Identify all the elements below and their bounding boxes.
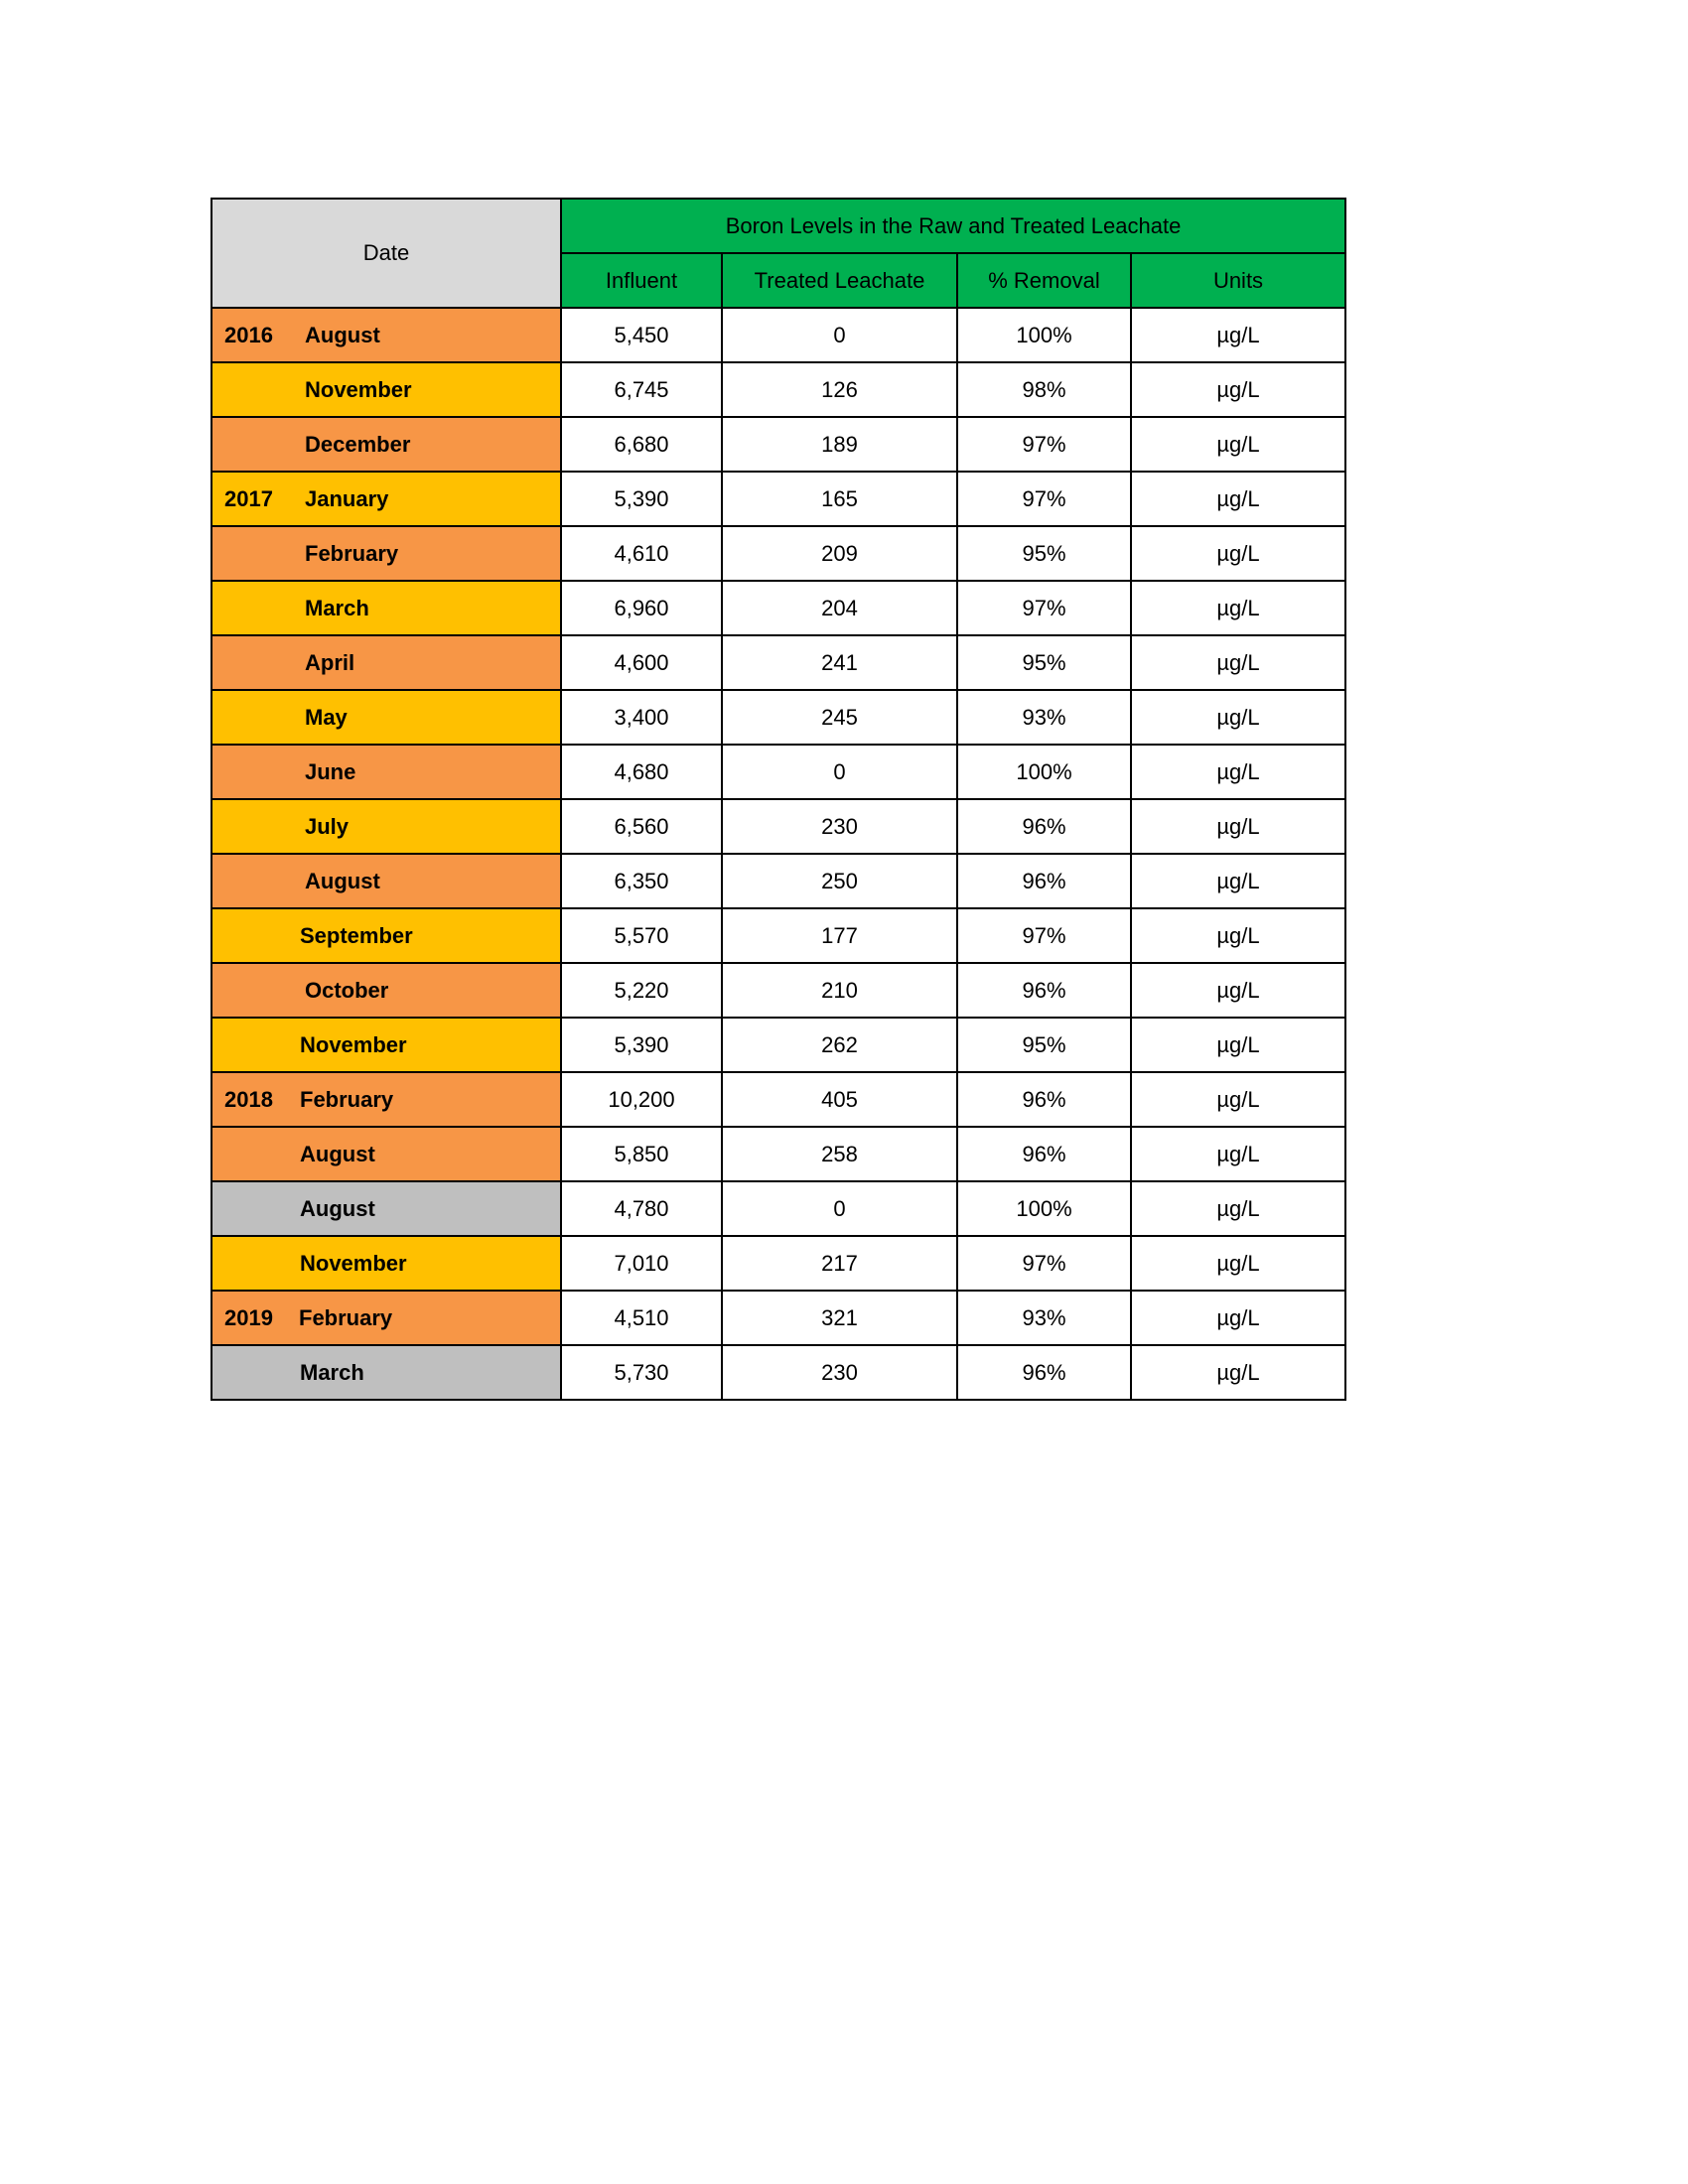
- month-label: May: [305, 704, 348, 730]
- month-label: February: [305, 540, 399, 566]
- treated-leachate-cell: 204: [722, 581, 957, 635]
- treated-leachate-cell: 0: [722, 1181, 957, 1236]
- influent-cell: 5,390: [561, 472, 722, 526]
- month-label: August: [305, 868, 380, 893]
- removal-cell: 97%: [957, 908, 1131, 963]
- removal-cell: 96%: [957, 854, 1131, 908]
- date-cell: [211, 417, 561, 472]
- table-row: [211, 908, 1345, 963]
- month-label: November: [305, 376, 412, 402]
- month-label: March: [300, 1359, 364, 1385]
- table-row: [211, 1181, 1345, 1236]
- units-cell: µg/L: [1131, 417, 1345, 472]
- removal-cell: 100%: [957, 308, 1131, 362]
- units-cell: µg/L: [1131, 362, 1345, 417]
- units-cell: µg/L: [1131, 1236, 1345, 1291]
- removal-cell: 93%: [957, 1291, 1131, 1345]
- table-row: [211, 854, 1345, 908]
- table-body: [211, 308, 1345, 1400]
- units-cell: µg/L: [1131, 1345, 1345, 1400]
- table-row: [211, 963, 1345, 1018]
- influent-cell: 5,220: [561, 963, 722, 1018]
- month-label: July: [305, 813, 350, 839]
- date-cell: [211, 362, 561, 417]
- table-row: [211, 308, 1345, 362]
- month-label: March: [305, 595, 369, 620]
- units-cell: µg/L: [1131, 1291, 1345, 1345]
- removal-cell: 97%: [957, 472, 1131, 526]
- table-row: [211, 417, 1345, 472]
- units-cell: µg/L: [1131, 308, 1345, 362]
- year-label: 2016: [224, 322, 273, 347]
- treated-leachate-cell: 250: [722, 854, 957, 908]
- treated-leachate-cell: 177: [722, 908, 957, 963]
- date-cell: [211, 1345, 561, 1400]
- influent-cell: 6,680: [561, 417, 722, 472]
- treated-leachate-cell: 0: [722, 308, 957, 362]
- treated-leachate-cell: 189: [722, 417, 957, 472]
- month-label: November: [300, 1031, 407, 1057]
- date-cell: [211, 690, 561, 745]
- treated-leachate-cell: 217: [722, 1236, 957, 1291]
- table-row: [211, 1018, 1345, 1072]
- removal-cell: 96%: [957, 1345, 1131, 1400]
- units-cell: µg/L: [1131, 1072, 1345, 1127]
- removal-cell: 95%: [957, 635, 1131, 690]
- influent-cell: 4,510: [561, 1291, 722, 1345]
- date-cell: [211, 1236, 561, 1291]
- influent-cell: 6,745: [561, 362, 722, 417]
- influent-cell: 4,610: [561, 526, 722, 581]
- date-cell: [211, 308, 561, 362]
- treated-leachate-cell: 230: [722, 1345, 957, 1400]
- influent-cell: 7,010: [561, 1236, 722, 1291]
- date-cell: [211, 1127, 561, 1181]
- treated-leachate-cell: 405: [722, 1072, 957, 1127]
- influent-cell: 6,960: [561, 581, 722, 635]
- month-label: October: [305, 977, 389, 1003]
- date-cell: [211, 963, 561, 1018]
- table-row: [211, 1072, 1345, 1127]
- table-row: [211, 1236, 1345, 1291]
- year-label: 2018: [224, 1086, 273, 1112]
- table-row: [211, 1127, 1345, 1181]
- table-row: [211, 472, 1345, 526]
- date-cell: [211, 1291, 561, 1345]
- treated-leachate-cell: 230: [722, 799, 957, 854]
- table-row: [211, 581, 1345, 635]
- treated-leachate-cell: 126: [722, 362, 957, 417]
- date-cell: [211, 745, 561, 799]
- date-cell: [211, 526, 561, 581]
- table-row: [211, 799, 1345, 854]
- month-label: August: [300, 1195, 375, 1221]
- year-label: 2019: [224, 1304, 273, 1330]
- influent-cell: 4,600: [561, 635, 722, 690]
- table-row: [211, 635, 1345, 690]
- treated-leachate-cell: 321: [722, 1291, 957, 1345]
- removal-cell: 96%: [957, 799, 1131, 854]
- influent-cell: 5,730: [561, 1345, 722, 1400]
- units-cell: µg/L: [1131, 472, 1345, 526]
- units-cell: µg/L: [1131, 745, 1345, 799]
- removal-cell: 98%: [957, 362, 1131, 417]
- date-cell: [211, 908, 561, 963]
- influent-cell: 3,400: [561, 690, 722, 745]
- table-row: [211, 745, 1345, 799]
- removal-cell: 95%: [957, 1018, 1131, 1072]
- table-row: [211, 690, 1345, 745]
- month-label: February: [299, 1304, 393, 1330]
- date-header: Date: [211, 199, 561, 308]
- month-label: April: [305, 649, 355, 675]
- month-label: August: [300, 1141, 375, 1166]
- month-label: December: [305, 431, 411, 457]
- influent-cell: 5,570: [561, 908, 722, 963]
- units-cell: µg/L: [1131, 690, 1345, 745]
- group-header: Boron Levels in the Raw and Treated Leachate: [561, 199, 1345, 253]
- removal-cell: 96%: [957, 963, 1131, 1018]
- date-cell: [211, 635, 561, 690]
- table-row: [211, 362, 1345, 417]
- influent-cell: 4,680: [561, 745, 722, 799]
- column-header-treated-leachate: Treated Leachate: [722, 253, 957, 308]
- date-cell: [211, 1181, 561, 1236]
- treated-leachate-cell: 241: [722, 635, 957, 690]
- boron-levels-table: [211, 198, 1346, 1401]
- table-row: [211, 526, 1345, 581]
- influent-cell: 5,850: [561, 1127, 722, 1181]
- influent-cell: 6,560: [561, 799, 722, 854]
- units-cell: µg/L: [1131, 581, 1345, 635]
- treated-leachate-cell: 0: [722, 745, 957, 799]
- units-cell: µg/L: [1131, 854, 1345, 908]
- treated-leachate-cell: 210: [722, 963, 957, 1018]
- units-cell: µg/L: [1131, 635, 1345, 690]
- removal-cell: 93%: [957, 690, 1131, 745]
- date-cell: [211, 1072, 561, 1127]
- table-row: [211, 1345, 1345, 1400]
- removal-cell: 100%: [957, 1181, 1131, 1236]
- month-label: February: [300, 1086, 394, 1112]
- units-cell: µg/L: [1131, 1127, 1345, 1181]
- date-cell: [211, 854, 561, 908]
- table-row: [211, 1291, 1345, 1345]
- units-cell: µg/L: [1131, 526, 1345, 581]
- month-label: August: [305, 322, 380, 347]
- treated-leachate-cell: 258: [722, 1127, 957, 1181]
- treated-leachate-cell: 245: [722, 690, 957, 745]
- removal-cell: 95%: [957, 526, 1131, 581]
- influent-cell: 4,780: [561, 1181, 722, 1236]
- removal-cell: 97%: [957, 581, 1131, 635]
- date-cell: [211, 581, 561, 635]
- header-row-top: [211, 199, 1345, 253]
- month-label: January: [305, 485, 389, 511]
- removal-cell: 96%: [957, 1072, 1131, 1127]
- units-cell: µg/L: [1131, 1181, 1345, 1236]
- column-header-removal: % Removal: [957, 253, 1131, 308]
- removal-cell: 100%: [957, 745, 1131, 799]
- units-cell: µg/L: [1131, 963, 1345, 1018]
- month-label: June: [305, 758, 356, 784]
- treated-leachate-cell: 209: [722, 526, 957, 581]
- year-label: 2017: [224, 485, 273, 511]
- month-label: September: [300, 922, 413, 948]
- removal-cell: 96%: [957, 1127, 1131, 1181]
- units-cell: µg/L: [1131, 1018, 1345, 1072]
- date-cell: [211, 1018, 561, 1072]
- column-header-influent: Influent: [561, 253, 722, 308]
- influent-cell: 6,350: [561, 854, 722, 908]
- month-label: November: [300, 1250, 407, 1276]
- removal-cell: 97%: [957, 417, 1131, 472]
- influent-cell: 10,200: [561, 1072, 722, 1127]
- treated-leachate-cell: 262: [722, 1018, 957, 1072]
- column-header-units: Units: [1131, 253, 1345, 308]
- removal-cell: 97%: [957, 1236, 1131, 1291]
- date-cell: [211, 799, 561, 854]
- influent-cell: 5,450: [561, 308, 722, 362]
- treated-leachate-cell: 165: [722, 472, 957, 526]
- units-cell: µg/L: [1131, 908, 1345, 963]
- date-cell: [211, 472, 561, 526]
- units-cell: µg/L: [1131, 799, 1345, 854]
- influent-cell: 5,390: [561, 1018, 722, 1072]
